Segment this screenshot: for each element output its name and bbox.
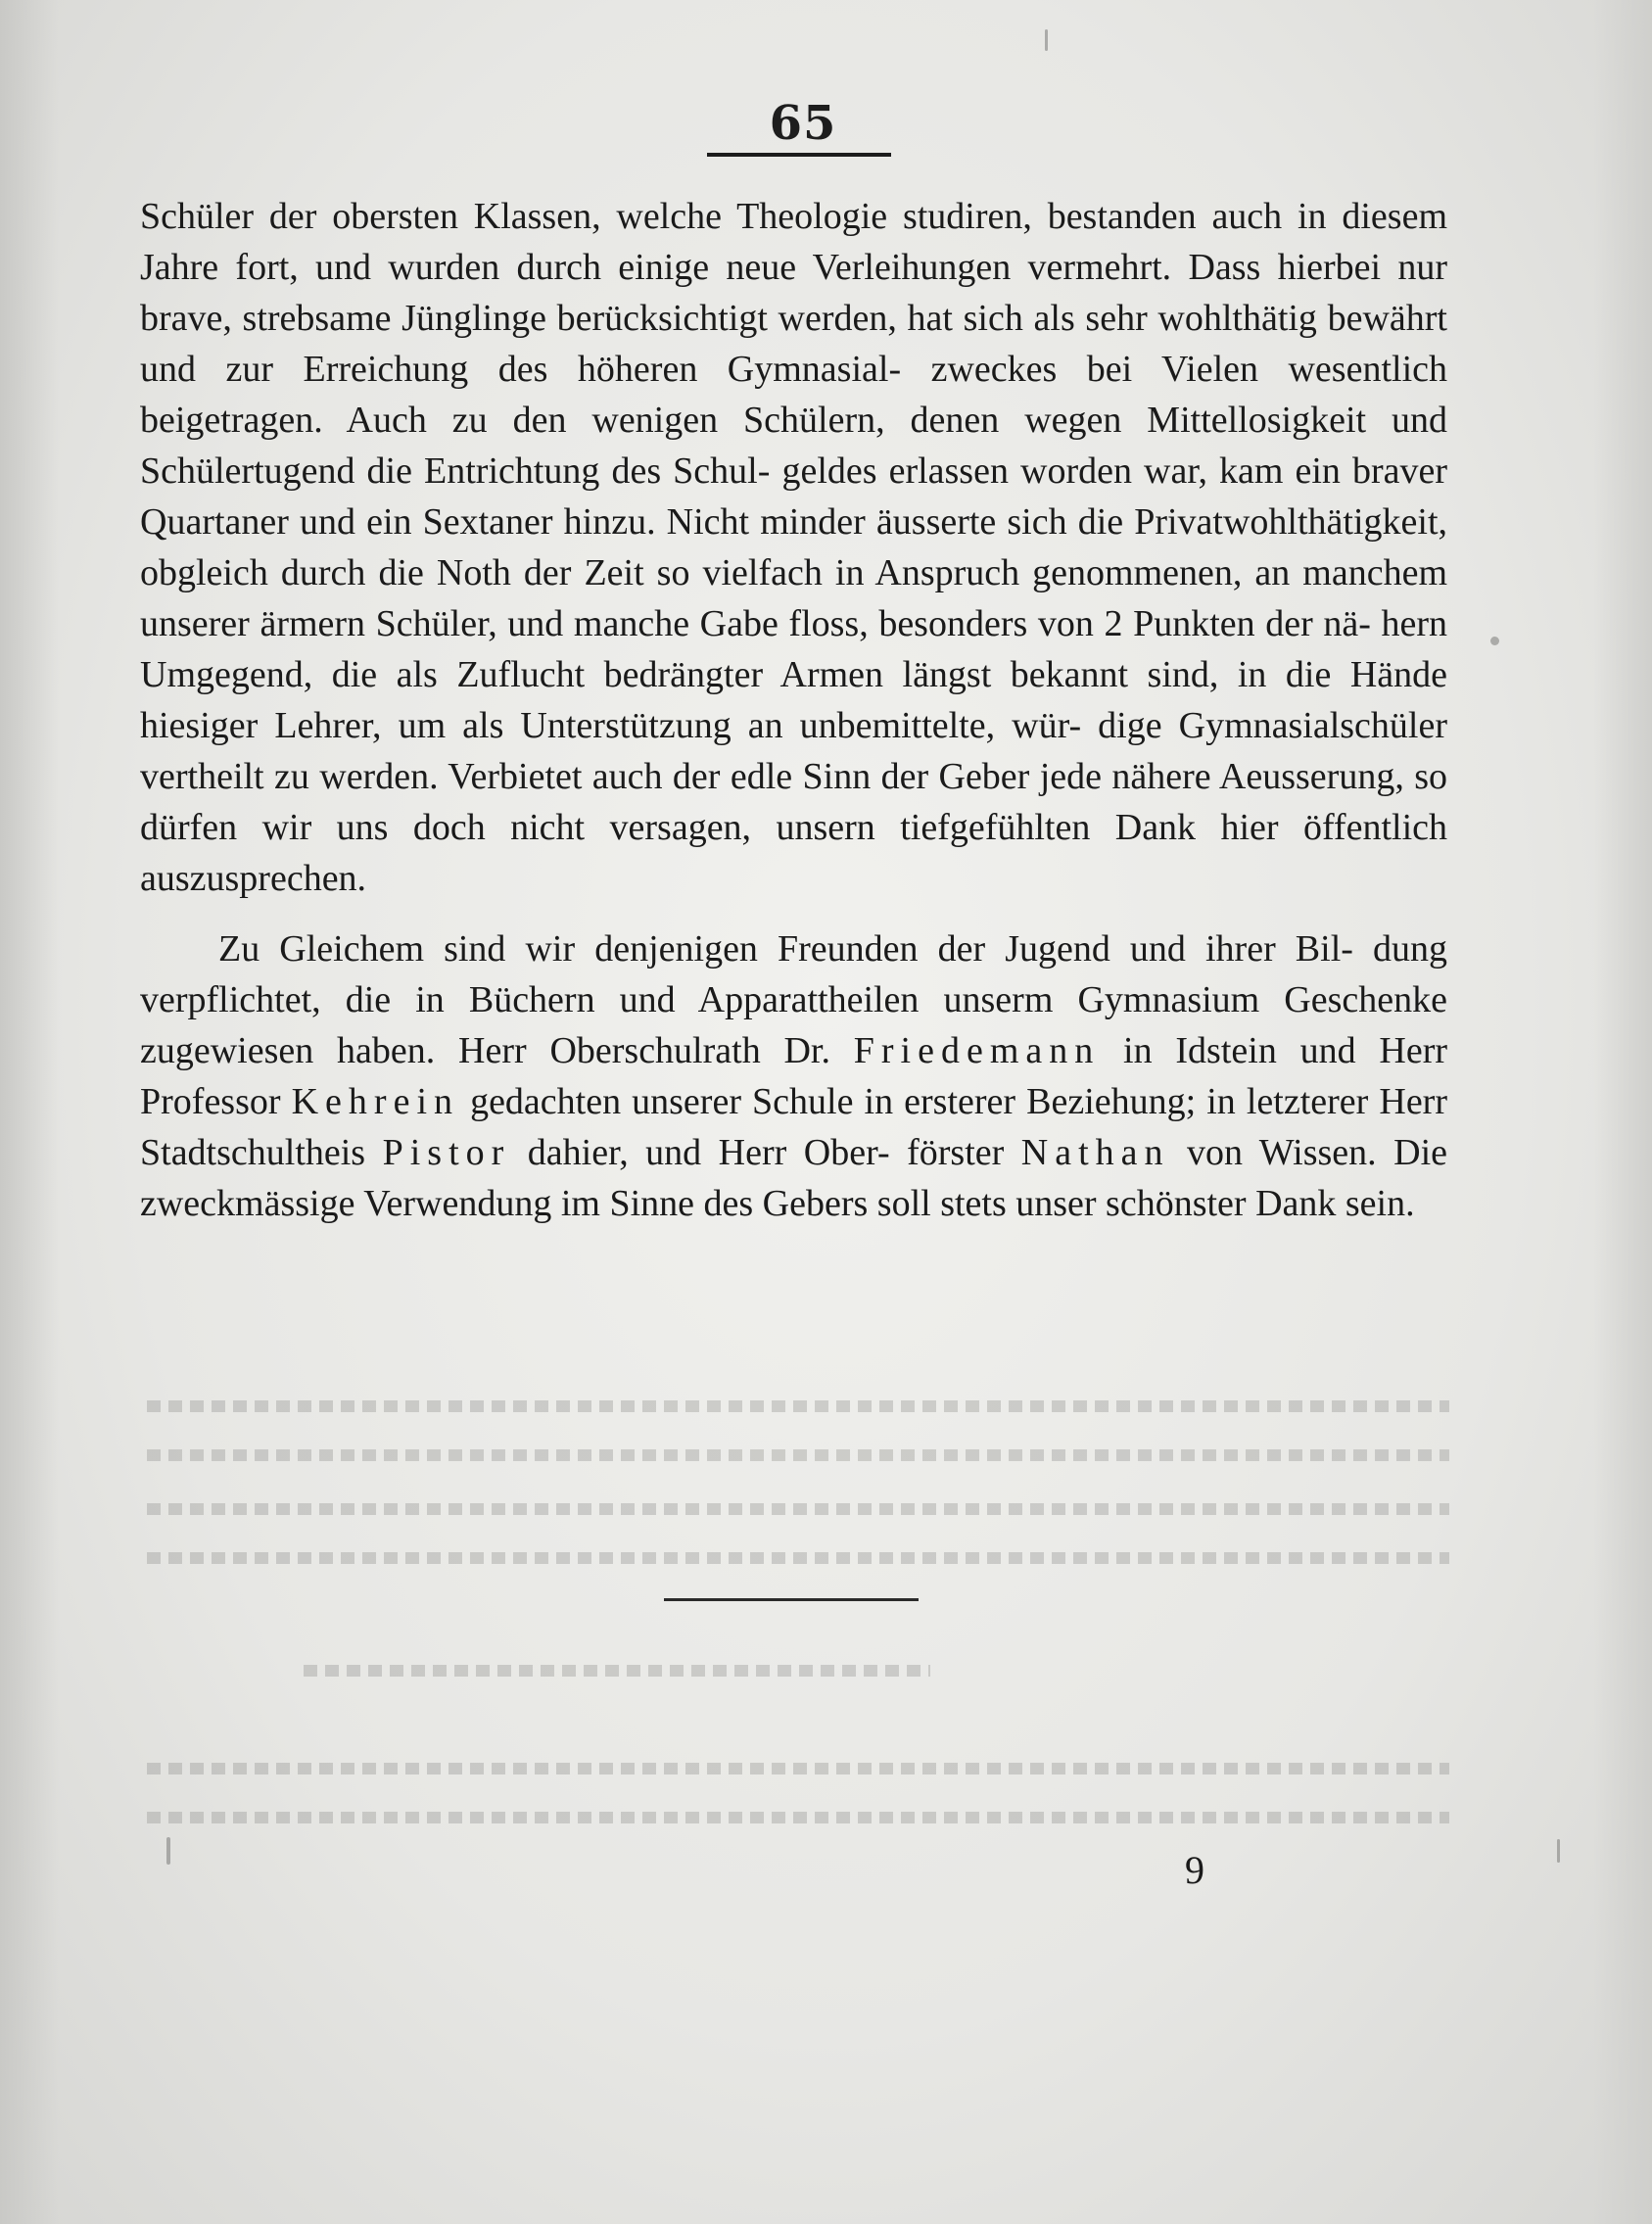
paper-speck bbox=[166, 1837, 170, 1865]
spaced-name: Nathan bbox=[1020, 1132, 1170, 1173]
text-line-segment: des Gebers soll stets unser schönster Dank sein. bbox=[703, 1183, 1415, 1224]
text-line-segment: dige Gymnasialschüler vertheilt zu werden. Verbietet auch der edle Sinn bbox=[140, 705, 1447, 797]
show-through-line bbox=[147, 1503, 1449, 1515]
paper-speck bbox=[1490, 637, 1499, 645]
show-through-line bbox=[147, 1449, 1449, 1461]
page-edge-shadow-left bbox=[0, 0, 59, 2224]
paper-speck bbox=[1045, 29, 1048, 51]
text-line-segment: Dass hierbei nur brave, strebsame Jünglinge berücksichtigt werden, hat sich bbox=[140, 247, 1447, 339]
text-line-segment: Geschenke zugewiesen haben. Herr Oberschulrath Dr. bbox=[140, 979, 1447, 1071]
paragraph bbox=[140, 923, 1447, 1229]
text-line-segment: in die Hände hiesiger Lehrer, um als Unterstützung an unbemittelte, wür- bbox=[140, 654, 1447, 746]
text-line-segment: der Geber jede nähere Aeusserung, so dürfen wir uns doch nicht versagen, bbox=[140, 756, 1447, 848]
text-line-segment: die Noth der Zeit so vielfach in Anspruch genommenen, an manchem unserer bbox=[140, 552, 1447, 644]
text-line-segment: in bbox=[1100, 1030, 1153, 1071]
text-line-segment: in diesem Jahre fort, und wurden durch einige neue Verleihungen vermehrt. bbox=[140, 196, 1448, 288]
text-line-segment: denen wegen Mittellosigkeit und Schülertugend die Entrichtung des Schul- bbox=[140, 400, 1447, 492]
text-line-segment: Schüler der obersten Klassen, welche Theologie studiren, bestanden auch bbox=[140, 196, 1283, 237]
paper-speck bbox=[1557, 1839, 1560, 1863]
page-number: 65 bbox=[769, 96, 837, 151]
text-line-segment: dung verpflichtet, die in Büchern und Apparattheilen unserm Gymnasium bbox=[140, 928, 1447, 1020]
text-line-segment: von Wissen. Die zweckmässige Verwendung im Sinne bbox=[140, 1132, 1447, 1224]
show-through-line bbox=[147, 1812, 1449, 1823]
text-line-segment: gedachten unserer Schule in ersterer bbox=[459, 1081, 1016, 1122]
text-line-segment: als sehr wohlthätig bewährt und zur Erreichung des höheren Gymnasial- bbox=[140, 298, 1447, 390]
text-line-segment: hinzu. Nicht minder äusserte sich die Privatwohlthätigkeit, obgleich durch bbox=[140, 501, 1448, 593]
show-through-line bbox=[147, 1400, 1449, 1412]
text-line-segment: Beziehung; in letzterer Herr Stadtschultheis bbox=[140, 1081, 1447, 1173]
page-number-rule bbox=[707, 153, 891, 157]
text-line-segment: zweckes bei Vielen wesentlich beigetragen. Auch zu den wenigen Schülern, bbox=[140, 349, 1447, 441]
text-line-segment: ärmern Schüler, und manche Gabe floss, besonders von 2 Punkten der nä- bbox=[260, 603, 1371, 644]
body-text bbox=[140, 191, 1447, 1229]
text-line-segment: hern Umgegend, die als Zuflucht bedrängter Armen längst bekannt sind, bbox=[140, 603, 1448, 695]
text-line-segment: Idstein und Herr Professor bbox=[140, 1030, 1448, 1122]
show-through-line bbox=[147, 1763, 1449, 1774]
show-through-line bbox=[147, 1552, 1449, 1564]
signature-mark: 9 bbox=[1185, 1848, 1204, 1892]
text-line-segment: unsern tiefgefühlten Dank hier öffentlich auszusprechen. bbox=[140, 807, 1447, 899]
spaced-name: Kehrein bbox=[291, 1081, 459, 1122]
show-through-heading bbox=[304, 1665, 930, 1677]
section-end-rule bbox=[664, 1598, 919, 1601]
page-edge-shadow-right bbox=[1593, 0, 1652, 2224]
text-line-segment: förster bbox=[907, 1132, 1021, 1173]
paragraph bbox=[140, 191, 1447, 904]
text-line-segment: geldes erlassen worden war, kam ein braver Quartaner und ein Sextaner bbox=[140, 450, 1448, 543]
spaced-name: Pistor bbox=[382, 1132, 511, 1173]
text-line-segment: dahier, und Herr Ober- bbox=[510, 1132, 890, 1173]
text-line-segment: Zu Gleichem sind wir denjenigen Freunden der Jugend und ihrer Bil- bbox=[218, 928, 1353, 970]
spaced-name: Friedemann bbox=[853, 1030, 1101, 1071]
